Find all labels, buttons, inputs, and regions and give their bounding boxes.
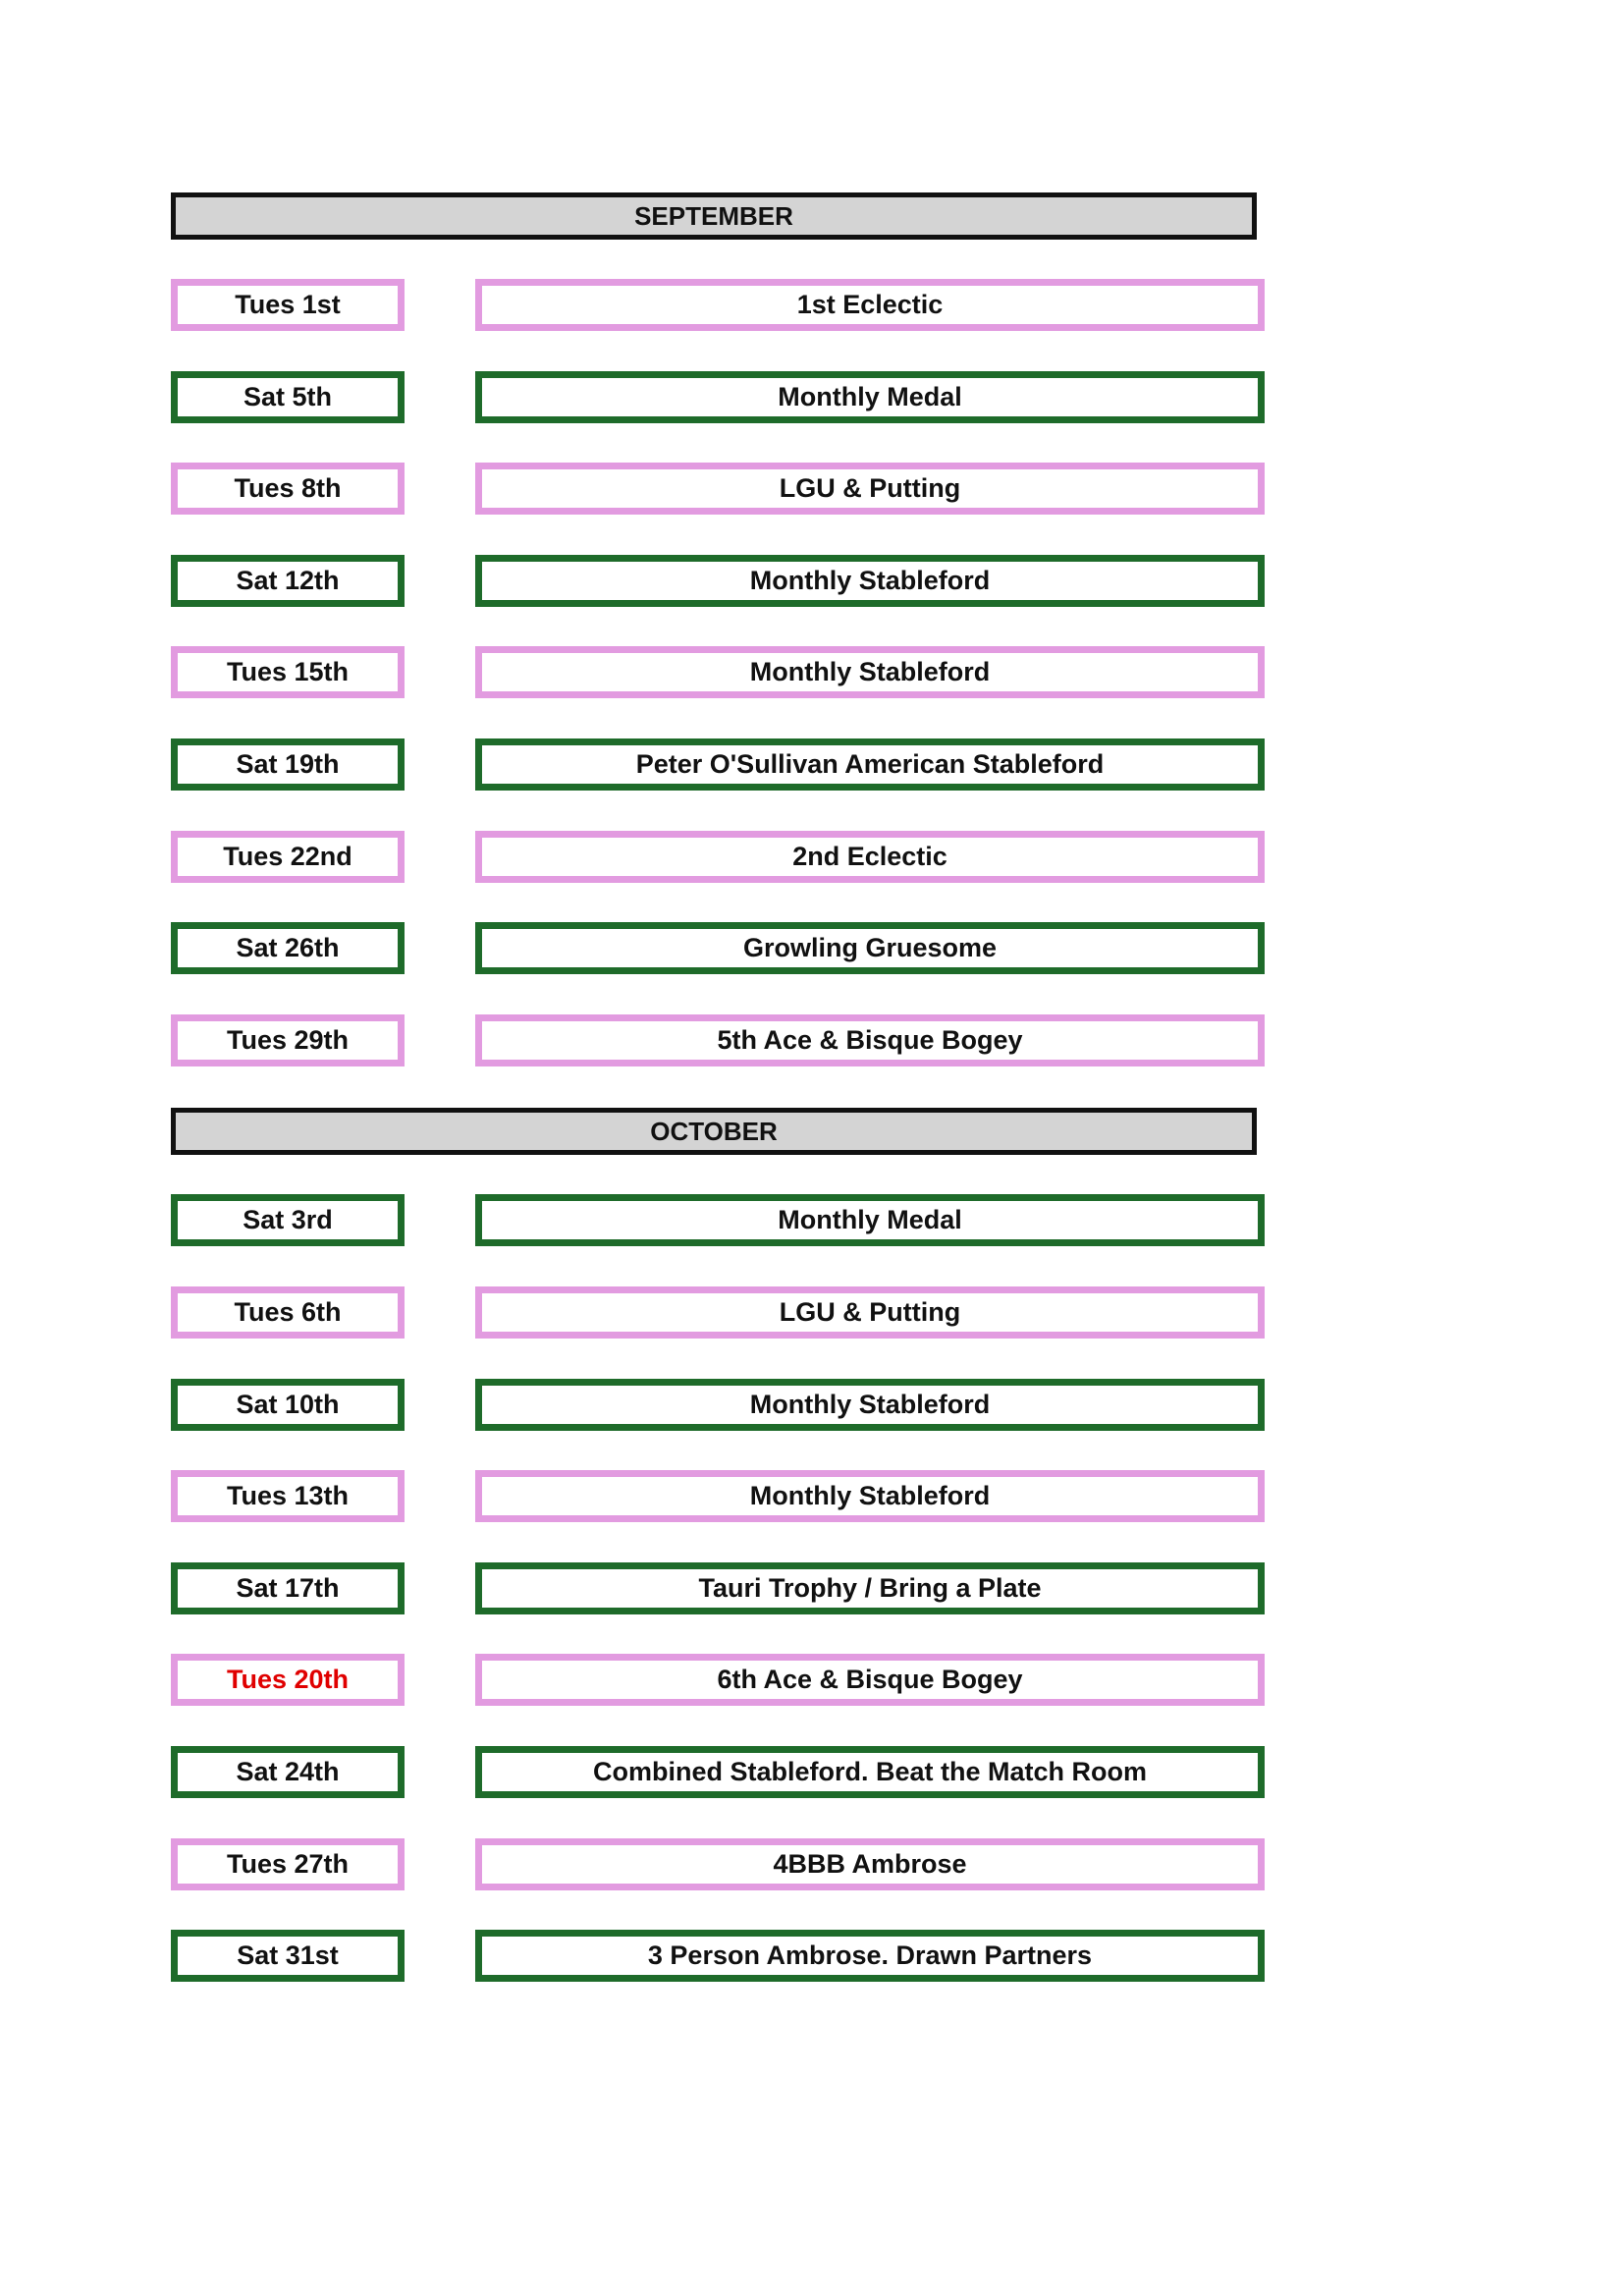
- event-cell: Monthly Medal: [475, 371, 1265, 423]
- date-cell: Sat 17th: [171, 1562, 405, 1614]
- date-cell: Sat 31st: [171, 1930, 405, 1982]
- event-cell: Monthly Stableford: [475, 1379, 1265, 1431]
- month-header-september: SEPTEMBER: [171, 192, 1257, 240]
- date-cell: Sat 10th: [171, 1379, 405, 1431]
- date-cell: Tues 13th: [171, 1470, 405, 1522]
- date-cell: Tues 1st: [171, 279, 405, 331]
- date-cell-highlighted: Tues 20th: [171, 1654, 405, 1706]
- date-cell: Tues 8th: [171, 463, 405, 515]
- event-cell: 1st Eclectic: [475, 279, 1265, 331]
- date-cell: Tues 29th: [171, 1014, 405, 1066]
- event-cell: Peter O'Sullivan American Stableford: [475, 738, 1265, 791]
- event-cell: Monthly Stableford: [475, 1470, 1265, 1522]
- date-cell: Tues 27th: [171, 1838, 405, 1890]
- event-cell: Monthly Stableford: [475, 646, 1265, 698]
- date-cell: Sat 3rd: [171, 1194, 405, 1246]
- event-cell: Combined Stableford. Beat the Match Room: [475, 1746, 1265, 1798]
- date-cell: Sat 24th: [171, 1746, 405, 1798]
- date-cell: Sat 12th: [171, 555, 405, 607]
- event-cell: LGU & Putting: [475, 463, 1265, 515]
- date-cell: Tues 15th: [171, 646, 405, 698]
- event-cell: Monthly Medal: [475, 1194, 1265, 1246]
- event-cell: LGU & Putting: [475, 1286, 1265, 1339]
- date-cell: Tues 6th: [171, 1286, 405, 1339]
- event-cell: 4BBB Ambrose: [475, 1838, 1265, 1890]
- month-header-october: OCTOBER: [171, 1108, 1257, 1155]
- event-cell: Monthly Stableford: [475, 555, 1265, 607]
- event-cell: 6th Ace & Bisque Bogey: [475, 1654, 1265, 1706]
- date-cell: Sat 26th: [171, 922, 405, 974]
- event-cell: 5th Ace & Bisque Bogey: [475, 1014, 1265, 1066]
- event-cell: 2nd Eclectic: [475, 831, 1265, 883]
- event-cell: Tauri Trophy / Bring a Plate: [475, 1562, 1265, 1614]
- event-cell: 3 Person Ambrose. Drawn Partners: [475, 1930, 1265, 1982]
- date-cell: Tues 22nd: [171, 831, 405, 883]
- date-cell: Sat 19th: [171, 738, 405, 791]
- event-cell: Growling Gruesome: [475, 922, 1265, 974]
- date-cell: Sat 5th: [171, 371, 405, 423]
